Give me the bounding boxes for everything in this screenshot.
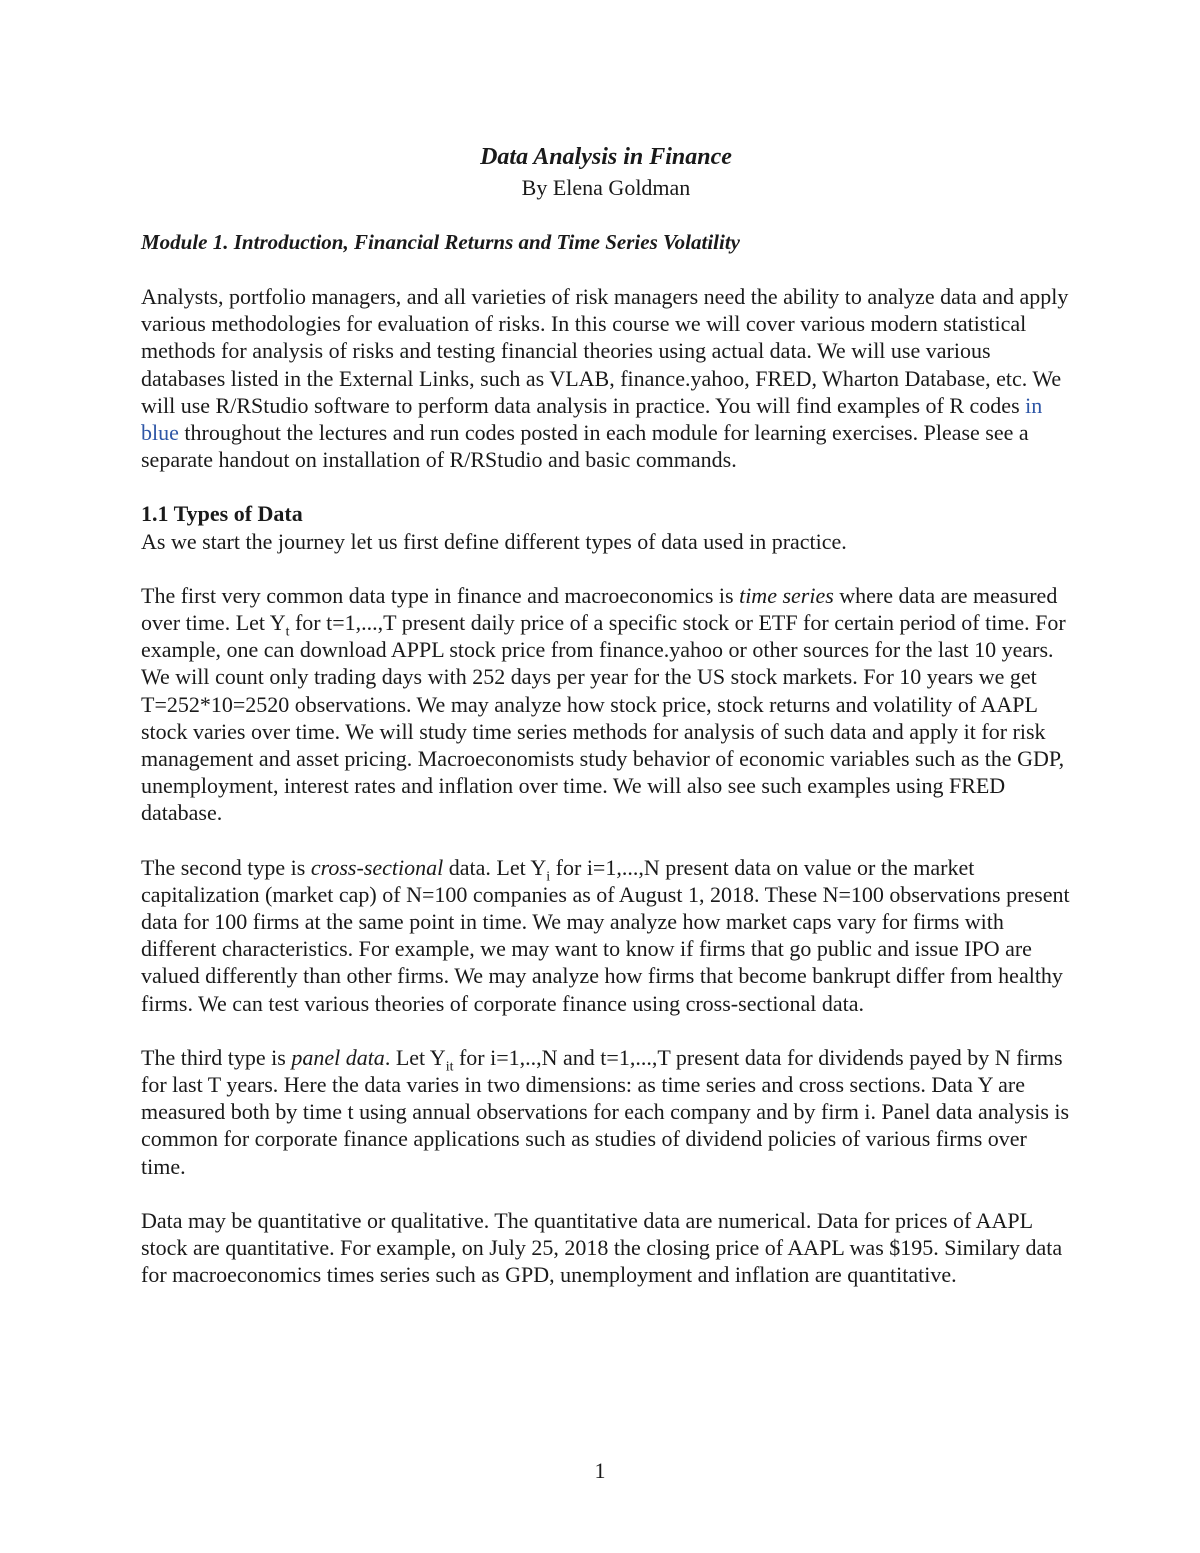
panel-emphasis: panel data — [291, 1044, 385, 1070]
section-heading-types-of-data: 1.1 Types of Data — [141, 501, 303, 527]
intro-blue-text: in blue — [141, 392, 1043, 446]
author-byline: By Elena Goldman — [521, 175, 691, 200]
cross-sectional-subscript: i — [546, 869, 551, 885]
time-series-emphasis: time series — [739, 582, 834, 608]
document-page — [141, 140, 1071, 1289]
panel-text-2: . Let Y — [384, 1044, 446, 1070]
time-series-text-2: where data are measured over time. Let Y — [141, 582, 1058, 636]
time-series-paragraph — [141, 582, 1071, 827]
time-series-text-1: The first very common data type in finance and macroeconomics is — [141, 582, 740, 608]
panel-data-paragraph — [141, 1044, 1071, 1180]
intro-text-part1: Analysts, portfolio managers, and all varieties of risk managers need the ability to analyze data and apply various methodologies for evaluation of risks. In this course we will cover various modern statistical methods for analysis of risks and testing financial theories using actual data. We will use various databases listed in the External Links, such as VLAB, finance.yahoo, FRED, Wharton Database, etc. We will use R/RStudio software to perform data analysis in practice. You will find examples of R codes — [141, 284, 1069, 418]
time-series-subscript: t — [285, 624, 290, 640]
document-title: Data Analysis in Finance — [480, 144, 732, 170]
cross-sectional-emphasis: cross-sectional — [310, 854, 444, 880]
quantitative-paragraph: Data may be quantitative or qualitative. The quantitative data are numerical. Data for prices of AAPL stock are quantitative. For example, on July 25, 2018 the closing price of AAPL was $195. Similary data for macroeconomics times series such as GPD, unemployment and inflation are quantitative. — [141, 1207, 1063, 1288]
panel-text-3: for i=1,..,N and t=1,...,T present data for dividends payed by N firms for last T years. Here the data varies in two dimensions: as time series and cross sections. Data Y are measured both by time t using annual observations for each company and by firm i. Panel data analysis is common for corporate finance applications such as studies of dividend policies of various firms over time. — [141, 1044, 1070, 1179]
section-lead-paragraph: As we start the journey let us first define different types of data used in practice. — [141, 528, 847, 554]
panel-subscript: it — [445, 1059, 454, 1075]
cross-sectional-text-2: data. Let Y — [443, 854, 547, 880]
panel-text-1: The third type is — [141, 1044, 292, 1070]
module-heading: Module 1. Introduction, Financial Returns and Time Series Volatility — [141, 230, 740, 254]
cross-sectional-text-1: The second type is — [141, 854, 311, 880]
page-number: 1 — [594, 1458, 606, 1483]
time-series-text-3: for t=1,...,T present daily price of a specific stock or ETF for certain period of time. For example, one can download APPL stock price from finance.yahoo or other sources for the last 10 years. We will count only trading days with 252 days per year for the US stock markets. For 10 years we get T=252*10=2520 observations. We may analyze how stock price, stock returns and volatility of AAPL stock varies over time. We will study time series methods for analysis of such data and apply it for risk management and asset pricing. Macroeconomists study behavior of economic variables such as the GDP, unemployment, interest rates and inflation over time. We will also see such examples using FRED database. — [141, 610, 1066, 826]
intro-text-part2: throughout the lectures and run codes posted in each module for learning exercises. Please see a separate handout on installation of R/RStudio and basic commands. — [141, 420, 1029, 473]
cross-sectional-paragraph — [141, 854, 1071, 1017]
intro-paragraph — [141, 283, 1071, 473]
cross-sectional-text-3: for i=1,...,N present data on value or the market capitalization (market cap) of N=100 companies as of August 1, 2018. These N=100 observations present data for 100 firms at the same point in time. We may analyze how market caps vary for firms with different characteristics. For example, we may want to know if firms that go public and issue IPO are valued differently than other firms. We may analyze how firms that become bankrupt differ from healthy firms. We can test various theories of corporate finance using cross-sectional data. — [141, 854, 1070, 1016]
